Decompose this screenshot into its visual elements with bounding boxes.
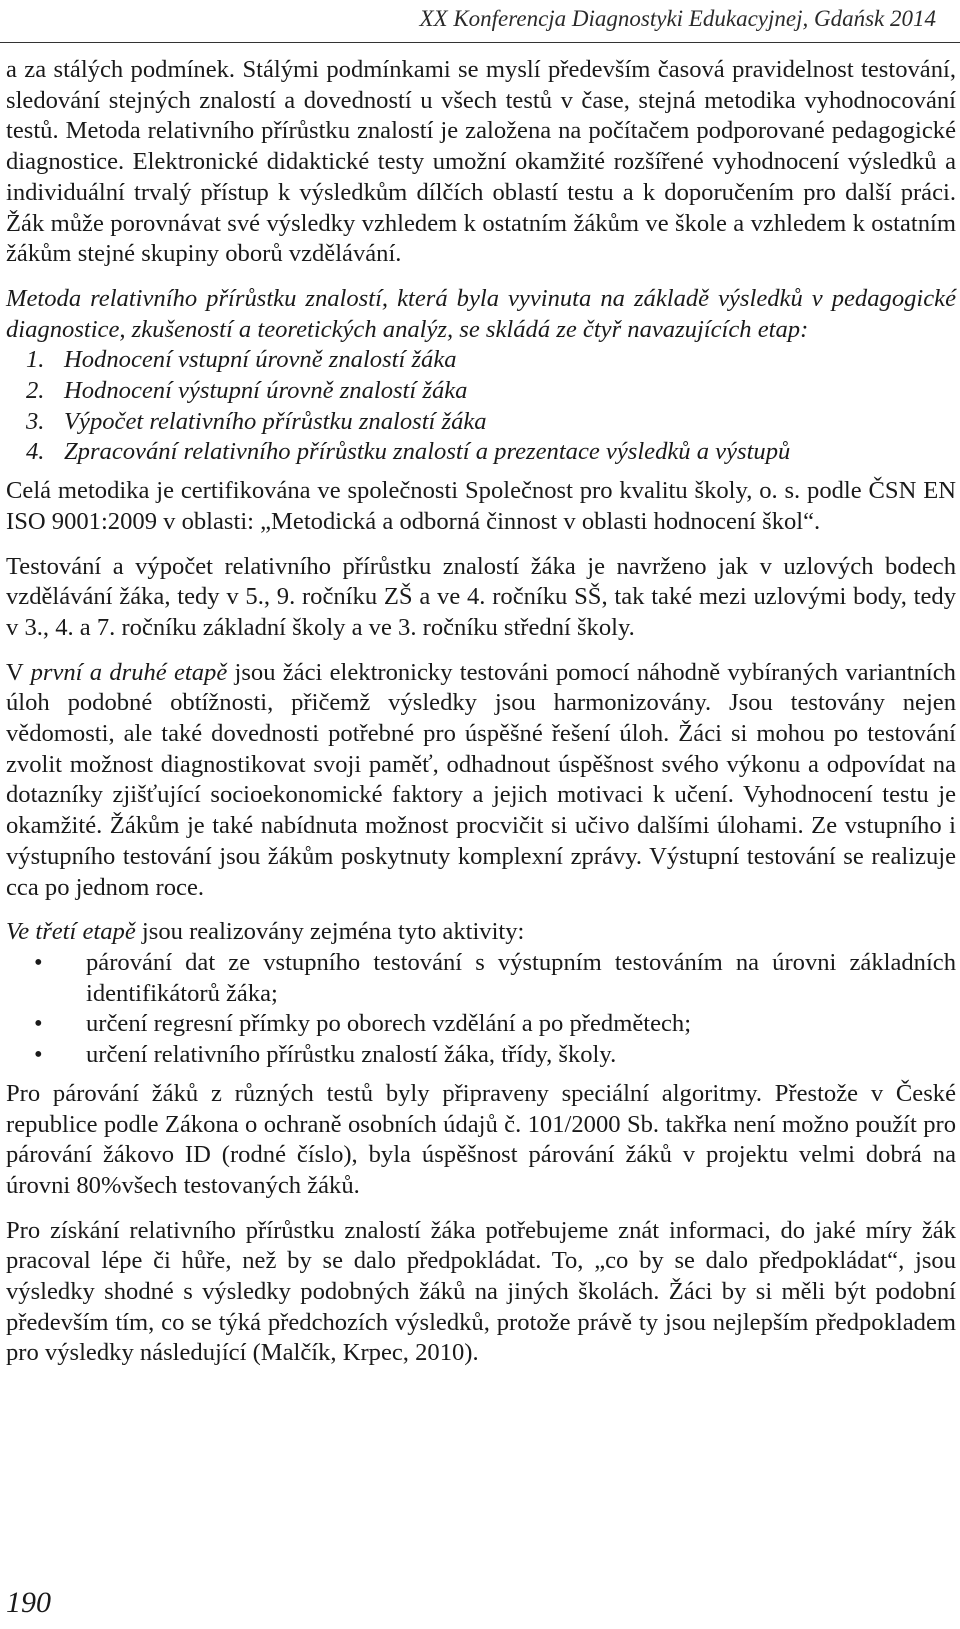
paragraph-testing-schedule: Testování a výpočet relativního přírůstku znalostí žáka je navrženo jak v uzlových bodech vzdělávání žáka, tedy v 5., 9. ročníku ZŠ a ve 4. ročníku SŠ, tak také mezi uzlovými body, tedy v 3., 4. a 7. ročníku základní školy a ve 3. ročníku střední školy. xyxy=(6,552,956,641)
list-item-text: párování dat ze vstupního testování s výstupním testováním na úrovni základních identifikátorů žáka; xyxy=(86,948,956,1007)
list-item-text: určení regresní přímky po oborech vzdělání a po předmětech; xyxy=(86,1010,692,1038)
paragraph-lead-text: V xyxy=(6,658,24,686)
list-item xyxy=(6,1040,956,1071)
activities-list xyxy=(6,948,956,1071)
header-rule xyxy=(0,42,960,43)
paragraph-rest-text: jsou realizovány zejména tyto aktivity: xyxy=(141,918,525,946)
list-item-text: Hodnocení výstupní úrovně znalostí žáka xyxy=(64,377,468,405)
paragraph-rest-text: jsou žáci elektronicky testováni pomocí náhodně vybíraných variantních úloh podobné obtížnosti, přičemž výsledky jsou harmonizovány. Jsou testovány nejen vědomosti, ale také dovednosti potřebné pro úspěšné řešení úloh. Žáci si mohou po testování zvolit možnost diagnostikovat svoji paměť, odhadnout úspěšnost svého výkonu a odpovídat na dotazníky zjišťující socioekonomické faktory a jejich motivaci k učení. Vyhodnocení testu je okamžité. Žákům je také nabídnuta možnost procvičit si učivo dalšími úlohami. Ze vstupního i výstupního testování jsou žákům poskytnuty komplexní zprávy. Výstupní testování se realizuje cca po jednom roce. xyxy=(6,658,956,901)
list-item-number: 4. xyxy=(26,438,45,466)
page-header xyxy=(0,0,960,48)
bullet-icon: • xyxy=(34,1041,43,1069)
article-body xyxy=(6,55,956,1369)
running-header-title: XX Konferencja Diagnostyki Edukacyjnej, Gdańsk 2014 xyxy=(419,6,936,31)
list-item-number: 2. xyxy=(26,377,45,405)
paragraph-method-stages-intro: Metoda relativního přírůstku znalostí, která byla vyvinuta na základě výsledků v pedagogické diagnostice, zkušeností a teoretických analýz, se skládá ze čtyř navazujících etap: xyxy=(6,284,956,343)
paragraph-emphasis: první a druhé etapě xyxy=(30,658,228,686)
list-item xyxy=(6,1009,956,1040)
bullet-icon: • xyxy=(34,1010,43,1038)
list-item xyxy=(6,407,956,438)
paragraph-emphasis: Ve třetí etapě xyxy=(6,918,136,946)
paragraph-certification: Celá metodika je certifikována ve společnosti Společnost pro kvalitu školy, o. s. podle ČSN EN ISO 9001:2009 v oblasti: „Metodická a odborná činnost v oblasti hodnocení škol“. xyxy=(6,477,956,535)
list-item xyxy=(6,345,956,376)
list-item xyxy=(6,437,956,468)
page-number: 190 xyxy=(6,1586,51,1619)
paragraph-third-stage xyxy=(6,917,956,948)
list-item xyxy=(6,376,956,407)
list-item-number: 3. xyxy=(26,407,45,435)
list-item-text: Zpracování relativního přírůstku znalostí a prezentace výsledků a výstupů xyxy=(64,438,791,466)
paragraph-relative-gain: Pro získání relativního přírůstku znalostí žáka potřebujeme znát informaci, do jaké míry žák pracoval lépe či hůře, než by se dalo předpokládat. To, „co by se dalo předpokládat“, jsou výsledky shodné s výsledky podobných žáků na jiných školách. Žáci by si měli být podobní především tím, co se týká předchozích výsledků, protože právě ty jsou nejlepším předpokladem pro výsledky následující (Malčík, Krpec, 2010). xyxy=(6,1216,956,1367)
paragraph-student-pairing: Pro párování žáků z různých testů byly připraveny speciální algoritmy. Přestože v České republice podle Zákona o ochraně osobních údajů č. 101/2000 Sb. takřka není možno použít pro párování žákovo ID (rodné číslo), byla úspěšnost párování žáků v projektu velmi dobrá na úrovni 80%všech testovaných žáků. xyxy=(6,1079,956,1199)
stages-list xyxy=(6,345,956,468)
list-item xyxy=(6,948,956,1009)
paragraph-first-second-stage xyxy=(6,658,956,904)
list-item-text: určení relativního přírůstku znalostí žáka, třídy, školy. xyxy=(86,1041,617,1069)
list-item-text: Hodnocení vstupní úrovně znalostí žáka xyxy=(64,346,457,374)
list-item-text: Výpočet relativního přírůstku znalostí žáka xyxy=(64,407,487,435)
paragraph-methodology-conditions: a za stálých podmínek. Stálými podmínkami se myslí především časová pravidelnost testování, sledování stejných znalostí a dovedností u všech testů v čase, stejná metodika vyhodnocování testů. Metoda relativního přírůstku znalostí je založena na počítačem podporované pedagogické diagnostice. Elektronické didaktické testy umožní okamžité rozšířené vyhodnocení výsledků a individuální trvalý přístup k výsledkům dílčích oblastí testu a k doporučením pro další práci. Žák může porovnávat své výsledky vzhledem k ostatním žákům ve škole a vzhledem k ostatním žákům stejné skupiny oborů vzdělávání. xyxy=(6,56,956,268)
list-item-number: 1. xyxy=(26,346,45,374)
bullet-icon: • xyxy=(34,948,43,976)
